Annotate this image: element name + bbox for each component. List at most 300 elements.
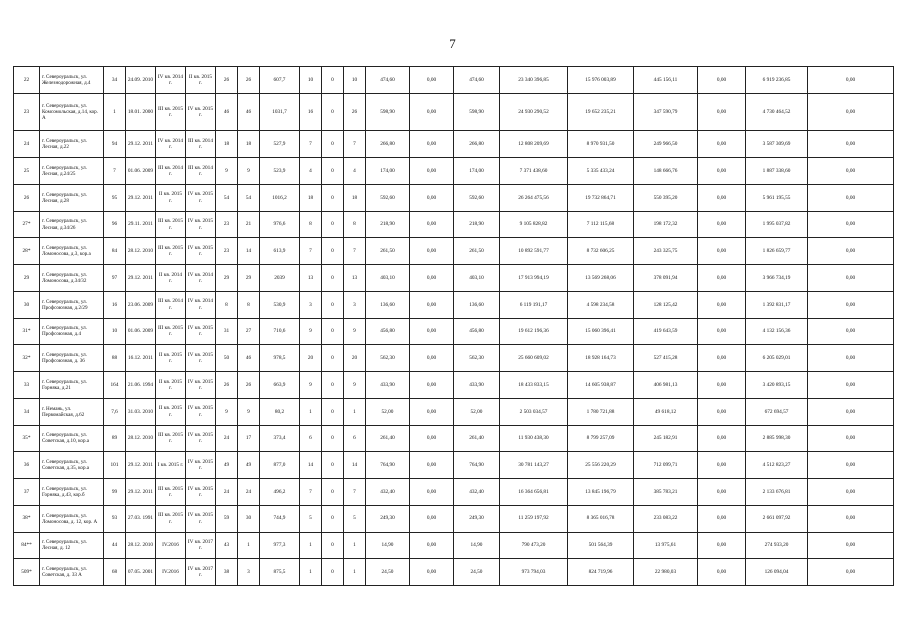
cell-cost-region: 13 975,61 (634, 532, 698, 559)
cell-v1: 433,90 (366, 372, 410, 399)
cell-cost-fund: 19 732 864,71 (568, 184, 634, 211)
cell-c2: 0 (322, 184, 344, 211)
cell-c1: 8 (300, 211, 322, 238)
table-row (14, 452, 894, 479)
cell-address: г. Североуральск, ул. Лесная, д.28 (40, 184, 104, 211)
cell-cost-fund: 19 652 235,21 (568, 93, 634, 131)
cell-end-date: IV кв. 2015 г. (186, 238, 216, 265)
cell-cost-total: 2 503 034,57 (500, 398, 568, 425)
cell-address: г. Североуральск, ул. Лесная, д. 12 (40, 532, 104, 559)
cell-c1: 1 (300, 398, 322, 425)
cell-v1: 261,40 (366, 425, 410, 452)
cell-end-date: II кв. 2015 г. (186, 67, 216, 94)
cell-c3: 7 (344, 131, 366, 158)
cell-c3: 26 (344, 93, 366, 131)
cell-v1: 456,80 (366, 318, 410, 345)
cell-area2: 9 (238, 398, 260, 425)
cell-v3: 266,80 (454, 131, 500, 158)
cell-area1: 54 (216, 184, 238, 211)
cell-cost-total: 17 913 994,19 (500, 265, 568, 292)
cell-start-date: IV кв. 2014 г. (156, 67, 186, 94)
cell-v1: 266,80 (366, 131, 410, 158)
cell-c3: 9 (344, 372, 366, 399)
cell-start-date: III кв. 2015 г. (156, 425, 186, 452)
cell-cost-fund: 14 605 938,87 (568, 372, 634, 399)
cell-v3: 592,60 (454, 184, 500, 211)
cell-c1: 9 (300, 372, 322, 399)
cell-c3: 10 (344, 67, 366, 94)
cell-v3: 474,60 (454, 67, 500, 94)
cell-cost-region: 385 783,21 (634, 479, 698, 506)
cell-start-date: III кв. 2015 г. (156, 318, 186, 345)
cell-area2: 8 (238, 291, 260, 318)
cell-c1: 7 (300, 479, 322, 506)
cell-cost-region: 22 980,03 (634, 559, 698, 586)
cell-date: 29.11. 2011 (126, 211, 156, 238)
cell-cost-region: 419 643,59 (634, 318, 698, 345)
table-row (14, 398, 894, 425)
cell-cost-other: 3 966 734,19 (746, 265, 808, 292)
cell-area2: 9 (238, 158, 260, 185)
cell-cost-region: 347 590,79 (634, 93, 698, 131)
cell-cost-last: 0,00 (808, 67, 894, 94)
cell-end-date: IV кв. 2017 г. (186, 532, 216, 559)
cell-cost-total: 19 612 196,36 (500, 318, 568, 345)
cell-total-area: 875,5 (260, 559, 300, 586)
cell-start-date: II кв. 2015 г. (156, 372, 186, 399)
registry-table-container (13, 66, 893, 586)
cell-date: 21.06. 1994 (126, 372, 156, 399)
cell-total-area: 530,9 (260, 291, 300, 318)
cell-v3: 432,40 (454, 479, 500, 506)
cell-cost-other: 1 826 659,77 (746, 238, 808, 265)
cell-end-date: IV кв. 2014 г. (186, 291, 216, 318)
cell-date: 28.12. 2010 (126, 425, 156, 452)
cell-area2: 29 (238, 265, 260, 292)
cell-c3: 5 (344, 505, 366, 532)
cell-c1: 13 (300, 265, 322, 292)
cell-cost-other: 5 961 195,55 (746, 184, 808, 211)
cell-cost-fund: 25 556 220,29 (568, 452, 634, 479)
cell-cost-total: 23 340 396,85 (500, 67, 568, 94)
cell-cost-local: 0,00 (698, 93, 746, 131)
cell-cost-other: 126 094,04 (746, 559, 808, 586)
cell-cost-other: 4 132 156,36 (746, 318, 808, 345)
cell-date: 27.03. 1991 (126, 505, 156, 532)
cell-area1: 9 (216, 398, 238, 425)
table-row (14, 372, 894, 399)
cell-cost-other: 1 995 037,82 (746, 211, 808, 238)
cell-total-area: 877,0 (260, 452, 300, 479)
cell-no: 34 (14, 398, 40, 425)
cell-date: 29.12. 2011 (126, 479, 156, 506)
cell-area2: 3 (238, 559, 260, 586)
cell-area1: 23 (216, 211, 238, 238)
cell-c1: 3 (300, 291, 322, 318)
cell-c1: 16 (300, 93, 322, 131)
cell-cost-local: 0,00 (698, 211, 746, 238)
cell-cost-last: 0,00 (808, 211, 894, 238)
cell-cost-fund: 8 732 606,25 (568, 238, 634, 265)
cell-area1: 23 (216, 238, 238, 265)
cell-area1: 24 (216, 479, 238, 506)
cell-v2: 0,00 (410, 318, 454, 345)
cell-c1: 18 (300, 184, 322, 211)
cell-no: 22 (14, 67, 40, 94)
cell-v2: 0,00 (410, 398, 454, 425)
cell-v2: 0,00 (410, 211, 454, 238)
cell-v3: 456,80 (454, 318, 500, 345)
cell-v3: 249,30 (454, 505, 500, 532)
cell-cost-last: 0,00 (808, 184, 894, 211)
cell-cost-region: 198 172,32 (634, 211, 698, 238)
cell-c2: 0 (322, 559, 344, 586)
cell-c2: 0 (322, 479, 344, 506)
table-row (14, 131, 894, 158)
cell-area2: 18 (238, 131, 260, 158)
cell-cost-total: 7 371 438,60 (500, 158, 568, 185)
cell-cost-last: 0,00 (808, 265, 894, 292)
table-row (14, 318, 894, 345)
cell-area1: 50 (216, 345, 238, 372)
cell-commission-year: 84 (104, 238, 126, 265)
table-row (14, 479, 894, 506)
cell-area1: 9 (216, 158, 238, 185)
cell-no: 33 (14, 372, 40, 399)
cell-address: г. Североуральск, ул. Горняка, д.43, кор.б (40, 479, 104, 506)
cell-cost-region: 233 083,22 (634, 505, 698, 532)
cell-c2: 0 (322, 238, 344, 265)
table-row (14, 211, 894, 238)
cell-cost-region: 148 666,76 (634, 158, 698, 185)
cell-v1: 764,90 (366, 452, 410, 479)
cell-start-date: II кв. 2015 г. (156, 184, 186, 211)
cell-start-date: IV.2016 (156, 532, 186, 559)
cell-cost-region: 712 099,71 (634, 452, 698, 479)
cell-address: г. Североуральск, ул. Лесная, д.24/25 (40, 158, 104, 185)
cell-cost-other: 1 887 338,60 (746, 158, 808, 185)
cell-cost-region: 527 415,28 (634, 345, 698, 372)
cell-cost-local: 0,00 (698, 559, 746, 586)
cell-c3: 13 (344, 265, 366, 292)
cell-area2: 17 (238, 425, 260, 452)
cell-c3: 3 (344, 291, 366, 318)
table-row (14, 184, 894, 211)
cell-v1: 474,60 (366, 67, 410, 94)
cell-c3: 6 (344, 425, 366, 452)
cell-c3: 1 (344, 532, 366, 559)
cell-end-date: IV кв. 2014 г. (186, 265, 216, 292)
cell-cost-other: 6 205 029,01 (746, 345, 808, 372)
cell-total-area: 613,9 (260, 238, 300, 265)
cell-c1: 9 (300, 318, 322, 345)
cell-address: г. Североуральск, ул. Профсоюзная, д. 36 (40, 345, 104, 372)
cell-start-date: IV кв. 2014 г. (156, 131, 186, 158)
cell-no: 84** (14, 532, 40, 559)
cell-date: 29.12. 2011 (126, 265, 156, 292)
cell-cost-last: 0,00 (808, 532, 894, 559)
cell-cost-total: 24 930 290,52 (500, 93, 568, 131)
cell-v2: 0,00 (410, 265, 454, 292)
page-number: 7 (449, 36, 456, 51)
cell-v1: 261,50 (366, 238, 410, 265)
cell-no: 31* (14, 318, 40, 345)
cell-total-area: 527,9 (260, 131, 300, 158)
cell-cost-total: 11 259 197,92 (500, 505, 568, 532)
cell-end-date: IV кв. 2015 г. (186, 184, 216, 211)
cell-cost-last: 0,00 (808, 398, 894, 425)
cell-area2: 14 (238, 238, 260, 265)
cell-v2: 0,00 (410, 131, 454, 158)
cell-end-date: IV кв. 2015 г. (186, 345, 216, 372)
cell-cost-other: 4 730 464,52 (746, 93, 808, 131)
cell-area1: 26 (216, 67, 238, 94)
cell-cost-fund: 4 598 234,58 (568, 291, 634, 318)
cell-v2: 0,00 (410, 93, 454, 131)
cell-cost-fund: 8 970 931,50 (568, 131, 634, 158)
cell-c2: 0 (322, 131, 344, 158)
cell-cost-region: 249 966,50 (634, 131, 698, 158)
cell-cost-fund: 13 845 196,79 (568, 479, 634, 506)
cell-c2: 0 (322, 93, 344, 131)
cell-c3: 1 (344, 559, 366, 586)
cell-c1: 20 (300, 345, 322, 372)
cell-area2: 1 (238, 532, 260, 559)
cell-c1: 14 (300, 452, 322, 479)
cell-address: г. Североуральск, ул. Советская, д.10, кор.а (40, 425, 104, 452)
cell-no: 28* (14, 238, 40, 265)
cell-no: 38* (14, 505, 40, 532)
cell-commission-year: 97 (104, 265, 126, 292)
cell-c2: 0 (322, 505, 344, 532)
cell-cost-last: 0,00 (808, 372, 894, 399)
cell-cost-local: 0,00 (698, 184, 746, 211)
cell-c1: 6 (300, 425, 322, 452)
cell-c2: 0 (322, 158, 344, 185)
cell-cost-total: 6 119 191,17 (500, 291, 568, 318)
cell-end-date: IV кв. 2017 г. (186, 559, 216, 586)
cell-area1: 24 (216, 425, 238, 452)
cell-date: 01.06. 2009 (126, 158, 156, 185)
cell-end-date: IV кв. 2015 г. (186, 398, 216, 425)
cell-address: г. Североуральск, ул. Железнодорожная, д.4 (40, 67, 104, 94)
cell-address: г. Североуральск, ул. Профсоюзная, д.2/29 (40, 291, 104, 318)
cell-cost-other: 2 661 097,92 (746, 505, 808, 532)
cell-v3: 433,90 (454, 372, 500, 399)
cell-c1: 1 (300, 532, 322, 559)
cell-no: 27* (14, 211, 40, 238)
cell-commission-year: 10 (104, 318, 126, 345)
cell-area1: 38 (216, 559, 238, 586)
cell-v2: 0,00 (410, 505, 454, 532)
cell-start-date: II кв. 2015 г. (156, 345, 186, 372)
cell-cost-other: 3 420 893,15 (746, 372, 808, 399)
cell-cost-last: 0,00 (808, 452, 894, 479)
cell-c2: 0 (322, 291, 344, 318)
cell-commission-year: 95 (104, 184, 126, 211)
cell-v3: 24,50 (454, 559, 500, 586)
cell-c3: 8 (344, 211, 366, 238)
cell-date: 23.06. 2009 (126, 291, 156, 318)
cell-c2: 0 (322, 372, 344, 399)
cell-address: г. Североуральск, ул. Советская, д. 33 А (40, 559, 104, 586)
cell-c3: 4 (344, 158, 366, 185)
cell-c2: 0 (322, 398, 344, 425)
cell-total-area: 373,4 (260, 425, 300, 452)
cell-end-date: IV кв. 2015 г. (186, 479, 216, 506)
cell-cost-total: 11 930 438,30 (500, 425, 568, 452)
cell-total-area: 523,9 (260, 158, 300, 185)
cell-date: 29.12. 2011 (126, 131, 156, 158)
cell-cost-local: 0,00 (698, 452, 746, 479)
cell-v2: 0,00 (410, 238, 454, 265)
table-row (14, 345, 894, 372)
cell-c2: 0 (322, 425, 344, 452)
cell-v1: 52,00 (366, 398, 410, 425)
cell-no: 35* (14, 425, 40, 452)
cell-cost-local: 0,00 (698, 158, 746, 185)
cell-v2: 0,00 (410, 184, 454, 211)
cell-date: 31.03. 2010 (126, 398, 156, 425)
cell-no: 29 (14, 265, 40, 292)
cell-start-date: III кв. 2015 г. (156, 479, 186, 506)
cell-total-area: 607,7 (260, 67, 300, 94)
cell-v2: 0,00 (410, 479, 454, 506)
cell-c3: 7 (344, 238, 366, 265)
cell-cost-total: 12 808 209,69 (500, 131, 568, 158)
cell-v3: 261,40 (454, 425, 500, 452)
cell-v1: 14,90 (366, 532, 410, 559)
cell-area2: 30 (238, 505, 260, 532)
cell-cost-fund: 501 564,39 (568, 532, 634, 559)
cell-commission-year: 1 (104, 93, 126, 131)
cell-address: г. Североуральск, ул. Лесная, д.34/26 (40, 211, 104, 238)
table-row (14, 291, 894, 318)
cell-cost-fund: 8 799 257,09 (568, 425, 634, 452)
cell-start-date: III кв. 2015 г. (156, 93, 186, 131)
cell-cost-last: 0,00 (808, 559, 894, 586)
cell-cost-total: 16 364 656,81 (500, 479, 568, 506)
cell-end-date: IV кв. 2015 г. (186, 372, 216, 399)
registry-table (13, 66, 894, 586)
cell-no: 25 (14, 158, 40, 185)
cell-total-area: 663,9 (260, 372, 300, 399)
cell-start-date: IV.2016 (156, 559, 186, 586)
cell-v2: 0,00 (410, 345, 454, 372)
cell-address: г. Североуральск, ул. Советская, д.35, кор.а (40, 452, 104, 479)
cell-end-date: IV кв. 2015 г. (186, 318, 216, 345)
cell-end-date: IV кв. 2015 г. (186, 93, 216, 131)
cell-address: г. Североуральск, ул. Ломоносова, д.34/32 (40, 265, 104, 292)
cell-no: 26 (14, 184, 40, 211)
cell-v1: 592,60 (366, 184, 410, 211)
cell-commission-year: 89 (104, 425, 126, 452)
cell-cost-region: 550 395,20 (634, 184, 698, 211)
cell-area2: 54 (238, 184, 260, 211)
cell-total-area: 1016,2 (260, 184, 300, 211)
cell-v2: 0,00 (410, 372, 454, 399)
cell-date: 18.01. 2000 (126, 93, 156, 131)
cell-cost-other: 6 919 236,85 (746, 67, 808, 94)
cell-v1: 218,90 (366, 211, 410, 238)
cell-c2: 0 (322, 345, 344, 372)
cell-cost-fund: 824 719,96 (568, 559, 634, 586)
cell-commission-year: 93 (104, 505, 126, 532)
cell-commission-year: 94 (104, 131, 126, 158)
cell-cost-fund: 13 569 268,06 (568, 265, 634, 292)
cell-c2: 0 (322, 318, 344, 345)
cell-start-date: I кв. 2015 г. (156, 452, 186, 479)
cell-total-area: 744,9 (260, 505, 300, 532)
cell-commission-year: 16 (104, 291, 126, 318)
cell-cost-other: 3 587 309,69 (746, 131, 808, 158)
cell-c3: 20 (344, 345, 366, 372)
cell-c2: 0 (322, 532, 344, 559)
cell-v1: 562,30 (366, 345, 410, 372)
cell-cost-region: 445 156,11 (634, 67, 698, 94)
cell-cost-total: 18 433 833,15 (500, 372, 568, 399)
cell-total-area: 977,3 (260, 532, 300, 559)
cell-c1: 7 (300, 131, 322, 158)
cell-date: 07.05. 2001 (126, 559, 156, 586)
cell-cost-total: 30 781 143,27 (500, 452, 568, 479)
cell-v3: 174,00 (454, 158, 500, 185)
table-row (14, 238, 894, 265)
cell-total-area: 978,5 (260, 345, 300, 372)
cell-cost-local: 0,00 (698, 372, 746, 399)
cell-cost-fund: 18 928 164,73 (568, 345, 634, 372)
cell-v1: 249,30 (366, 505, 410, 532)
cell-v3: 261,50 (454, 238, 500, 265)
cell-end-date: III кв. 2014 г. (186, 158, 216, 185)
cell-cost-other: 672 694,57 (746, 398, 808, 425)
cell-cost-local: 0,00 (698, 479, 746, 506)
cell-address: г. Немань, ул. Первомайская, д.62 (40, 398, 104, 425)
cell-c2: 0 (322, 67, 344, 94)
cell-address: г. Североуральск, ул. Профсоюзная, д.4 (40, 318, 104, 345)
cell-cost-local: 0,00 (698, 265, 746, 292)
cell-commission-year: 99 (104, 479, 126, 506)
table-row (14, 265, 894, 292)
cell-address: г. Североуральск, ул. Ломоносова, д. 12, кор. А (40, 505, 104, 532)
cell-cost-local: 0,00 (698, 131, 746, 158)
cell-total-area: 2039 (260, 265, 300, 292)
cell-cost-fund: 8 365 016,78 (568, 505, 634, 532)
cell-cost-total: 26 264 475,56 (500, 184, 568, 211)
cell-v3: 136,60 (454, 291, 500, 318)
cell-end-date: IV кв. 2015 г. (186, 452, 216, 479)
cell-area1: 26 (216, 372, 238, 399)
cell-v2: 0,00 (410, 425, 454, 452)
cell-no: 24 (14, 131, 40, 158)
cell-area2: 46 (238, 93, 260, 131)
cell-cost-last: 0,00 (808, 505, 894, 532)
cell-c2: 0 (322, 211, 344, 238)
cell-c3: 18 (344, 184, 366, 211)
cell-commission-year: 34 (104, 67, 126, 94)
cell-date: 24.09. 2010 (126, 67, 156, 94)
cell-end-date: IV кв. 2015 г. (186, 505, 216, 532)
cell-no: 37 (14, 479, 40, 506)
cell-cost-local: 0,00 (698, 425, 746, 452)
cell-c3: 14 (344, 452, 366, 479)
cell-cost-last: 0,00 (808, 345, 894, 372)
cell-date: 16.12. 2011 (126, 345, 156, 372)
cell-end-date: IV кв. 2015 г. (186, 211, 216, 238)
cell-v2: 0,00 (410, 532, 454, 559)
cell-area1: 29 (216, 265, 238, 292)
cell-c3: 1 (344, 398, 366, 425)
